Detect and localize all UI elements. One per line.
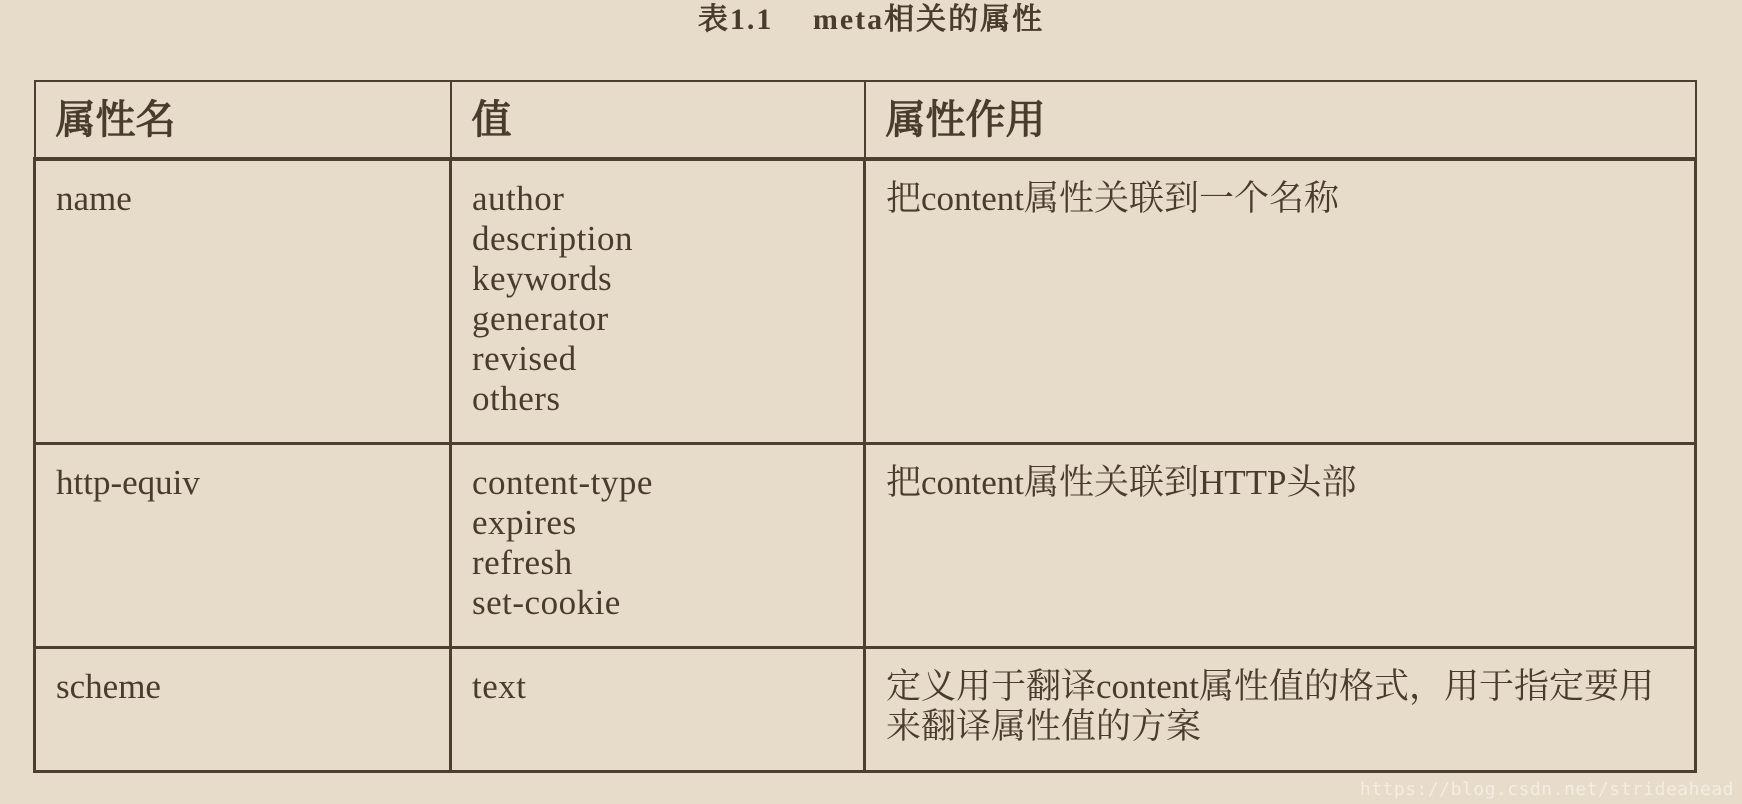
value-item: expires (472, 502, 577, 542)
cell-values (451, 443, 865, 647)
value-item: keywords (472, 259, 613, 298)
value-item: content-type (472, 462, 653, 502)
cell-purpose: 定义用于翻译content属性值的格式，用于指定要用来翻译属性值的方案 (865, 647, 1696, 771)
table-row (35, 159, 1696, 443)
value-item: revised (472, 339, 577, 378)
table-number: 表1.1 (697, 3, 774, 36)
table-row (35, 647, 1696, 771)
value-item: others (472, 379, 561, 418)
cell-purpose: 把content属性关联到HTTP头部 (865, 443, 1696, 647)
table-header-row (35, 81, 1696, 159)
header-attribute-purpose: 属性作用 (865, 81, 1696, 159)
value-item: set-cookie (472, 582, 621, 622)
value-item: description (472, 219, 634, 258)
meta-attributes-table (33, 80, 1697, 773)
header-attribute-name: 属性名 (35, 81, 451, 159)
table-title: meta相关的属性 (812, 3, 1045, 36)
header-value: 值 (451, 81, 865, 159)
table-row (35, 443, 1696, 647)
cell-values (451, 159, 865, 443)
cell-purpose: 把content属性关联到一个名称 (865, 159, 1696, 443)
value-item: generator (472, 299, 609, 338)
watermark-url: https://blog.csdn.net/strideahead (1359, 779, 1734, 800)
cell-attribute-name: http-equiv (35, 443, 451, 647)
table-caption (0, 0, 1742, 40)
cell-attribute-name: name (35, 159, 451, 443)
value-item: text (472, 666, 527, 706)
value-item: refresh (472, 542, 573, 582)
value-item: author (472, 179, 565, 218)
cell-attribute-name: scheme (35, 647, 451, 771)
cell-values (451, 647, 865, 771)
